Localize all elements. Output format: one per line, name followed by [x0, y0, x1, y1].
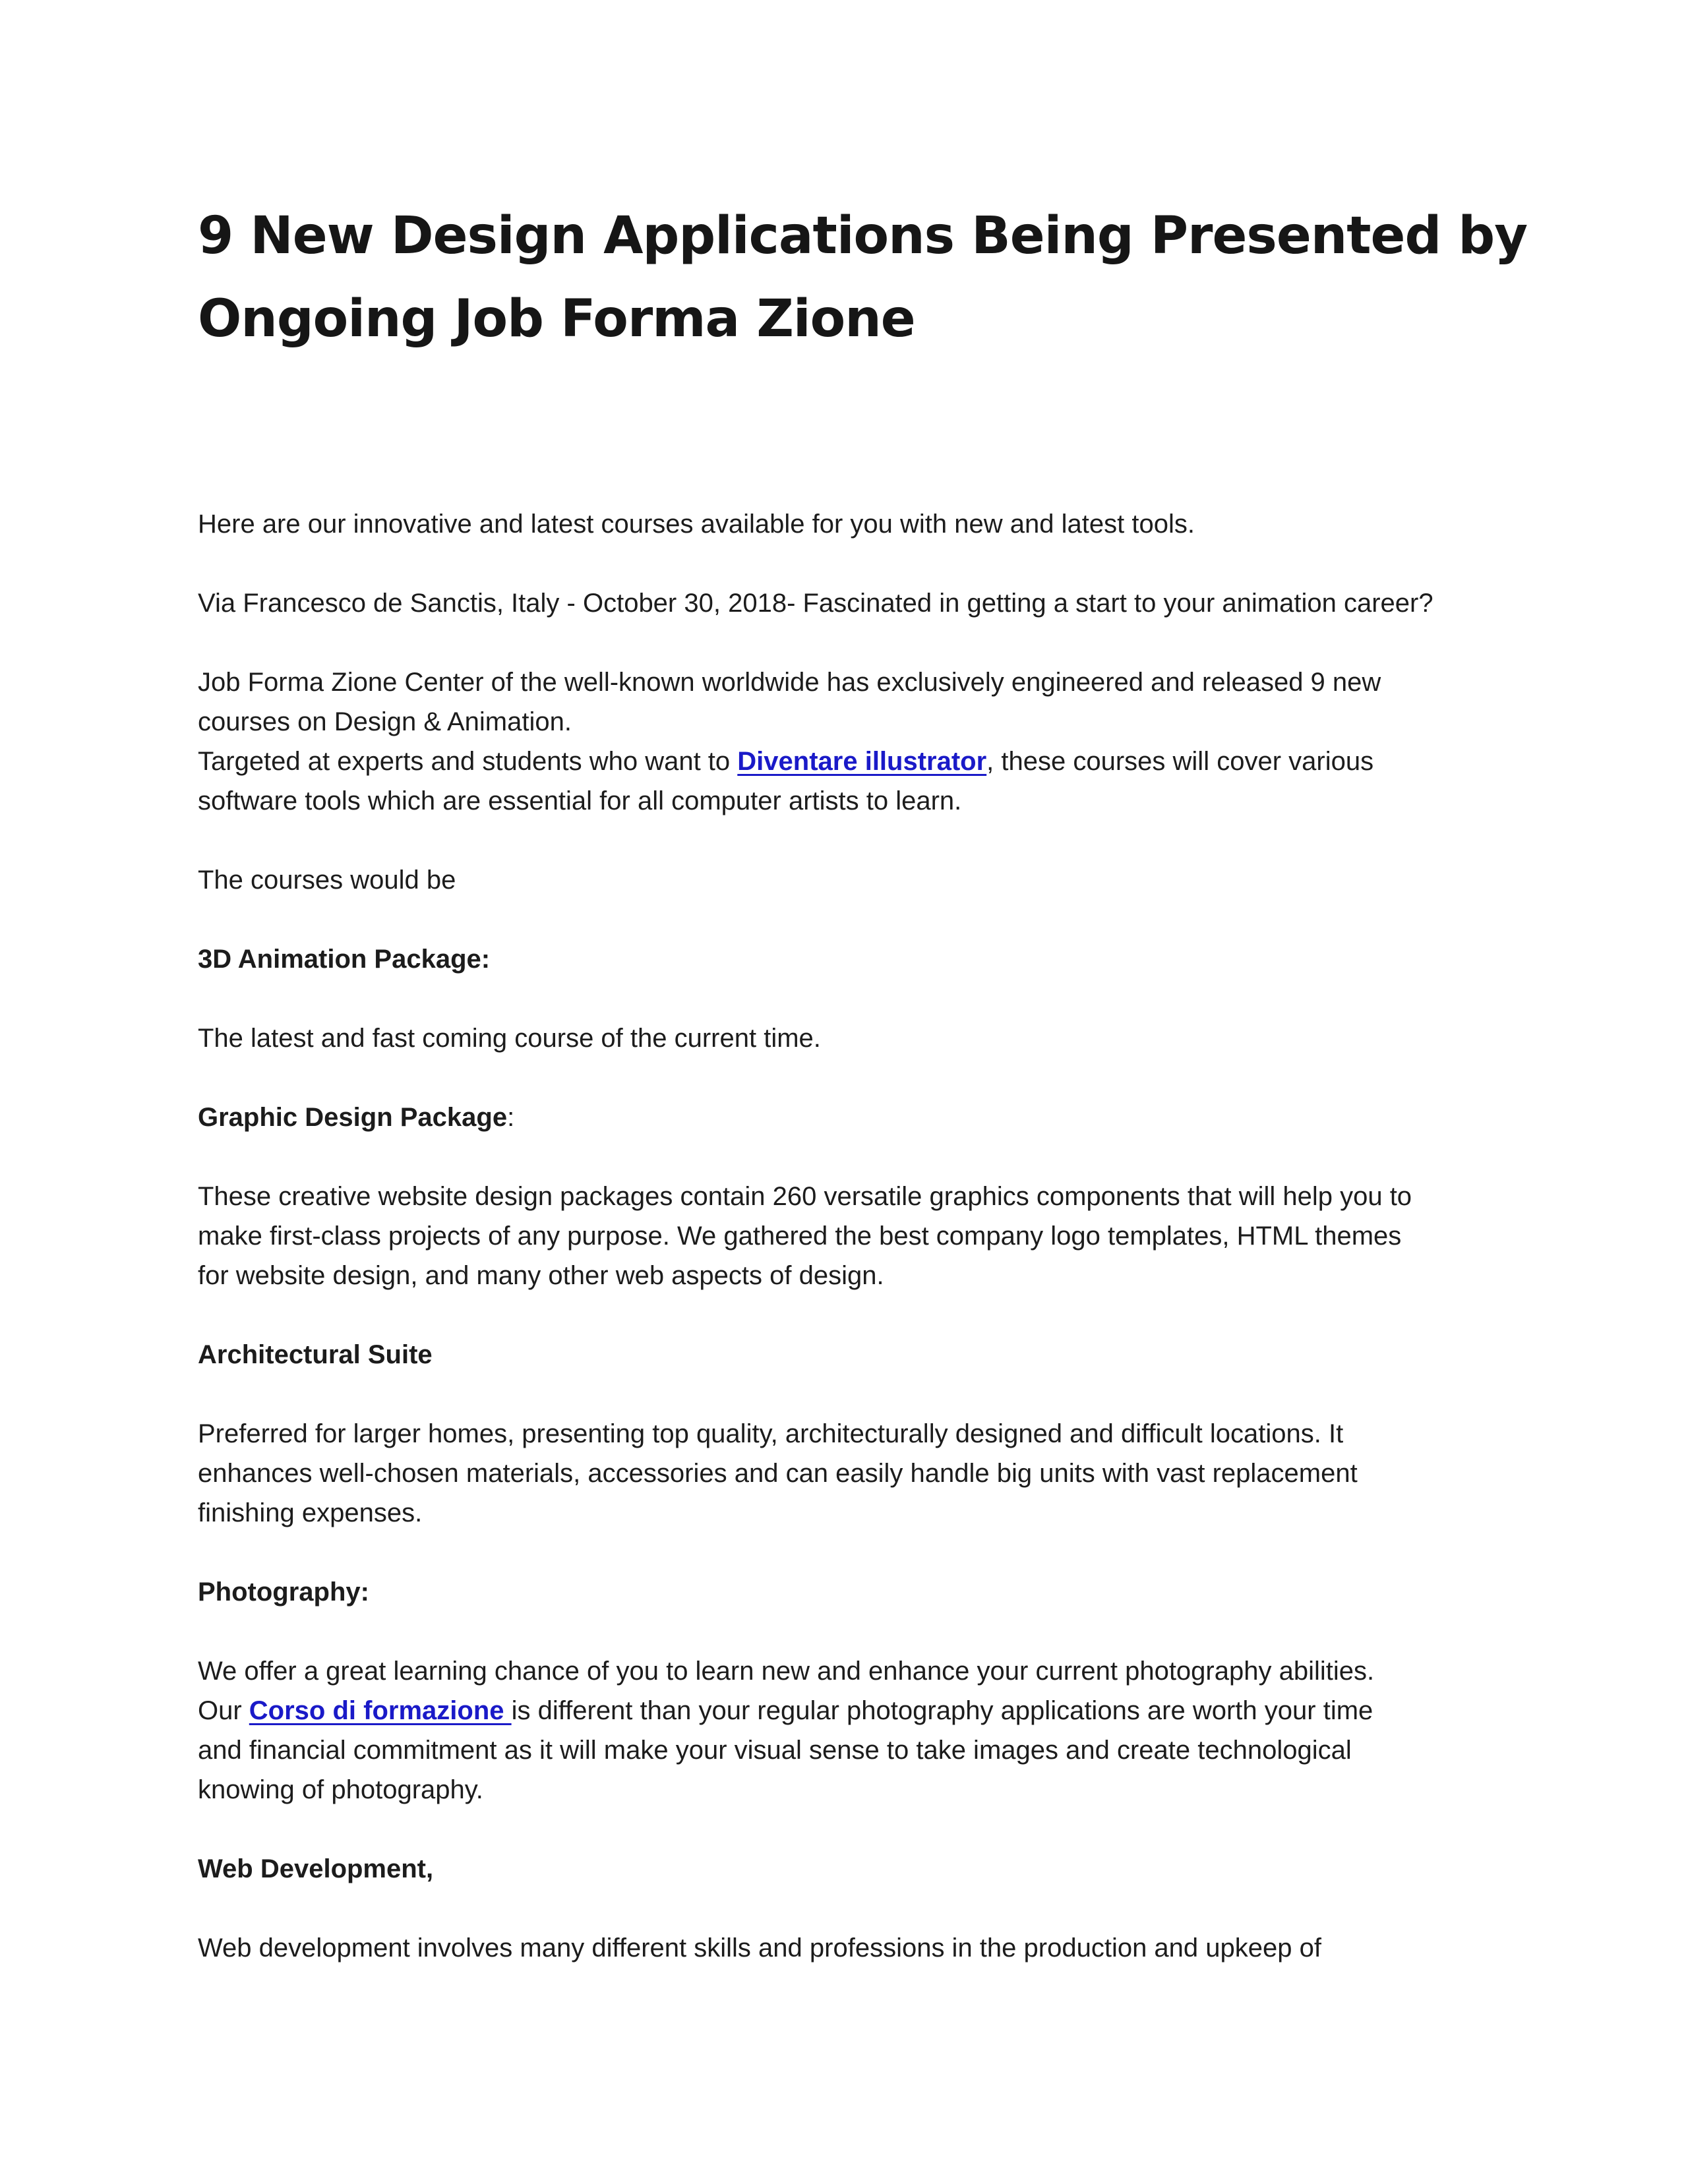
- photo-line-1: We offer a great learning chance of you to learn new and enhance your current photography abilities.: [198, 1657, 1375, 1686]
- graphic-line-1: These creative website design packages contain 260 versatile graphics components that will help you to: [198, 1182, 1412, 1211]
- paragraph-graphic-design: [198, 1177, 1517, 1295]
- photo-line-2-prefix: Our: [198, 1696, 249, 1725]
- arch-line-3: finishing expenses.: [198, 1498, 423, 1527]
- paragraph-3d-animation: The latest and fast coming course of the current time.: [198, 1024, 821, 1053]
- diventare-illustrator-link[interactable]: Diventare illustrator: [737, 747, 987, 776]
- dateline-paragraph: Via Francesco de Sanctis, Italy - October 30, 2018- Fascinated in getting a start to your animation career?: [198, 589, 1433, 618]
- heading-graphic-design-label: Graphic Design Package: [198, 1103, 508, 1132]
- release-line-2: courses on Design & Animation.: [198, 707, 572, 736]
- release-line-1: Job Forma Zione Center of the well-known worldwide has exclusively engineered and released 9 new: [198, 668, 1381, 697]
- photo-line-4: knowing of photography.: [198, 1775, 483, 1804]
- heading-web-development: Web Development,: [198, 1854, 434, 1883]
- target-line-2: software tools which are essential for all computer artists to learn.: [198, 786, 962, 815]
- heading-photography: Photography:: [198, 1578, 369, 1607]
- paragraph-architectural-suite: [198, 1414, 1517, 1533]
- title-block: [198, 194, 1550, 361]
- paragraph-web-development: Web development involves many different skills and professions in the production and upkeep of: [198, 1933, 1321, 1963]
- heading-graphic-design: [198, 1098, 1517, 1137]
- graphic-line-3: for website design, and many other web aspects of design.: [198, 1261, 884, 1290]
- release-paragraph: [198, 663, 1517, 821]
- graphic-line-2: make first-class projects of any purpose. We gathered the best company logo templates, HTML themes: [198, 1222, 1402, 1251]
- arch-line-2: enhances well-chosen materials, accessories and can easily handle big units with vast replacement: [198, 1459, 1358, 1488]
- paragraph-photography: [198, 1651, 1517, 1810]
- corso-di-formazione-link[interactable]: Corso di formazione: [249, 1696, 512, 1725]
- intro-paragraph: Here are our innovative and latest courses available for you with new and latest tools.: [198, 510, 1195, 539]
- target-line-prefix: Targeted at experts and students who want to: [198, 747, 738, 776]
- title-line-2: Ongoing Job Forma Zione: [198, 289, 915, 349]
- courses-intro: The courses would be: [198, 866, 456, 895]
- target-line-suffix: , these courses will cover various: [986, 747, 1374, 776]
- photo-line-2-suffix: is different than your regular photography applications are worth your time: [511, 1696, 1373, 1725]
- arch-line-1: Preferred for larger homes, presenting top quality, architecturally designed and difficult locations. It: [198, 1419, 1344, 1448]
- heading-graphic-design-colon: :: [507, 1103, 515, 1132]
- heading-3d-animation: 3D Animation Package:: [198, 945, 491, 974]
- page-title: [198, 194, 1550, 361]
- photo-line-3: and financial commitment as it will make your visual sense to take images and create technological: [198, 1736, 1352, 1765]
- title-line-1: 9 New Design Applications Being Presented by: [198, 206, 1528, 266]
- heading-architectural-suite: Architectural Suite: [198, 1340, 433, 1369]
